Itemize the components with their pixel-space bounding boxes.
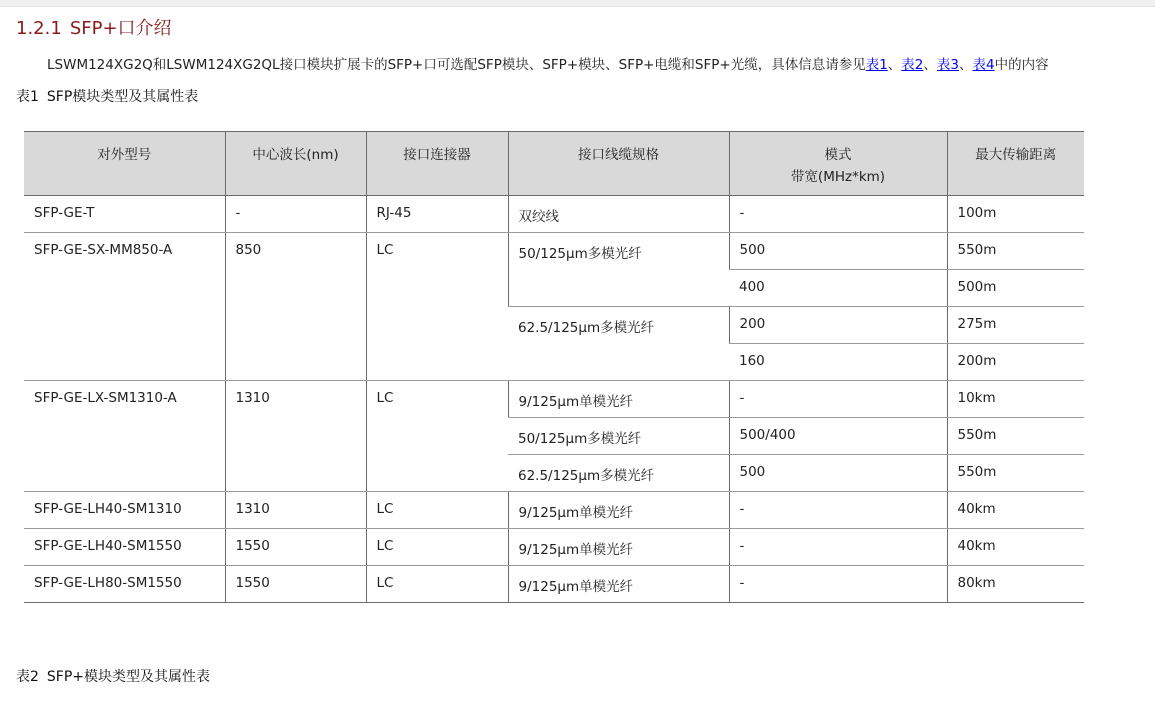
cell-model: SFP-GE-LH40-SM1310	[24, 492, 225, 529]
cell-cable: 9/125μm单模光纤	[508, 566, 729, 603]
cell-model: SFP-GE-LX-SM1310-A	[24, 381, 225, 492]
table-row	[24, 233, 1084, 270]
header-mode: 模式	[824, 147, 852, 163]
cell-bandwidth: 200	[729, 307, 947, 344]
cell-bandwidth: -	[729, 529, 947, 566]
intro-text: LSWM124XG2Q和LSWM124XG2QL接口模块扩展卡的SFP+口可选配SFP模块、SFP+模块、SFP+电缆和SFP+光缆，具体信息请参见	[47, 57, 866, 73]
cell-model: SFP-GE-LH40-SM1550	[24, 529, 225, 566]
header-cable: 接口线缆规格	[508, 132, 729, 196]
cell-cable: 9/125μm单模光纤	[508, 492, 729, 529]
cell-bandwidth: 160	[729, 344, 947, 381]
cell-distance: 80km	[947, 566, 1084, 603]
link-table2[interactable]: 表2	[901, 57, 924, 73]
link-table3[interactable]: 表3	[936, 57, 959, 73]
table1-caption-label: 表1	[16, 89, 39, 105]
table-row	[24, 492, 1084, 529]
cell-distance: 200m	[947, 344, 1084, 381]
cell-cable: 62.5/125μm多模光纤	[508, 455, 729, 492]
cell-cable: 50/125μm多模光纤	[508, 418, 729, 455]
cell-wavelength: 1310	[225, 381, 366, 492]
table-row	[24, 529, 1084, 566]
section-number: 1.2.1	[16, 18, 62, 39]
section-heading	[16, 14, 172, 40]
table2-caption-label: 表2	[16, 669, 39, 685]
cell-distance: 550m	[947, 233, 1084, 270]
sfp-module-table	[24, 131, 1084, 603]
cell-connector: LC	[366, 492, 508, 529]
cell-connector: LC	[366, 529, 508, 566]
cell-cable: 50/125μm多模光纤	[508, 233, 729, 307]
table-row	[24, 196, 1084, 233]
table2-caption	[16, 666, 210, 686]
table-header-row	[24, 132, 1084, 196]
header-wavelength: 中心波长(nm)	[225, 132, 366, 196]
cell-wavelength: 1550	[225, 566, 366, 603]
cell-cable: 62.5/125μm多模光纤	[508, 307, 729, 381]
cell-model: SFP-GE-SX-MM850-A	[24, 233, 225, 381]
cell-model: SFP-GE-LH80-SM1550	[24, 566, 225, 603]
top-toolbar-strip	[0, 0, 1155, 7]
cell-distance: 500m	[947, 270, 1084, 307]
cell-wavelength: 1310	[225, 492, 366, 529]
cell-connector: RJ-45	[366, 196, 508, 233]
table-row	[24, 381, 1084, 418]
table2-caption-title: SFP+模块类型及其属性表	[46, 669, 211, 685]
cell-wavelength: 1550	[225, 529, 366, 566]
table1-caption-title: SFP模块类型及其属性表	[46, 89, 199, 105]
cell-wavelength: 850	[225, 233, 366, 381]
cell-distance: 550m	[947, 455, 1084, 492]
cell-cable: 9/125μm单模光纤	[508, 381, 729, 418]
header-bandwidth: 带宽(MHz*km)	[790, 169, 886, 185]
cell-bandwidth: -	[729, 566, 947, 603]
header-connector: 接口连接器	[366, 132, 508, 196]
intro-paragraph	[47, 53, 1049, 73]
cell-bandwidth: 500	[729, 455, 947, 492]
cell-distance: 275m	[947, 307, 1084, 344]
link-table4[interactable]: 表4	[972, 57, 995, 73]
cell-connector: LC	[366, 233, 508, 381]
cell-bandwidth: 500/400	[729, 418, 947, 455]
cell-bandwidth: 500	[729, 233, 947, 270]
table-row	[24, 566, 1084, 603]
cell-distance: 550m	[947, 418, 1084, 455]
intro-sep: 、	[887, 57, 902, 73]
section-title: SFP+口介绍	[69, 18, 172, 39]
cell-cable: 9/125μm单模光纤	[508, 529, 729, 566]
link-table1[interactable]: 表1	[865, 57, 888, 73]
cell-model: SFP-GE-T	[24, 196, 225, 233]
cell-distance: 40km	[947, 529, 1084, 566]
cell-cable: 双绞线	[508, 196, 729, 233]
cell-bandwidth: -	[729, 196, 947, 233]
cell-bandwidth: 400	[729, 270, 947, 307]
cell-wavelength: -	[225, 196, 366, 233]
intro-sep: 、	[958, 57, 973, 73]
cell-distance: 40km	[947, 492, 1084, 529]
header-distance: 最大传输距离	[947, 132, 1084, 196]
header-model: 对外型号	[24, 132, 225, 196]
cell-bandwidth: -	[729, 492, 947, 529]
intro-sep: 、	[923, 57, 937, 73]
header-mode-bandwidth	[729, 132, 947, 196]
cell-distance: 10km	[947, 381, 1084, 418]
intro-tail: 中的内容	[994, 57, 1049, 73]
cell-distance: 100m	[947, 196, 1084, 233]
cell-connector: LC	[366, 566, 508, 603]
cell-connector: LC	[366, 381, 508, 492]
table1-caption	[16, 86, 198, 106]
cell-bandwidth: -	[729, 381, 947, 418]
